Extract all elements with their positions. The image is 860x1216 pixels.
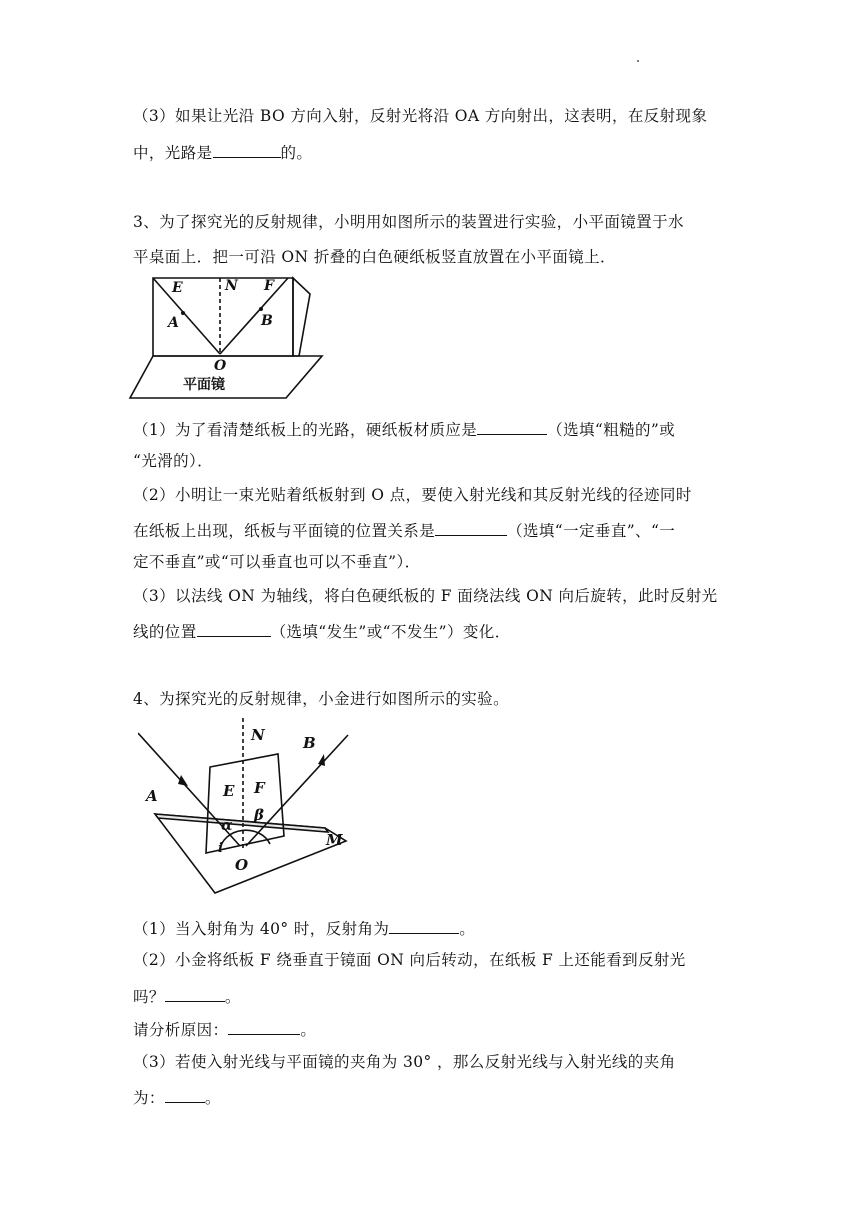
q3-part3-text-b: 线的位置 (133, 623, 197, 641)
q4-part2-line2 (133, 985, 241, 1007)
label-m: M (326, 831, 343, 849)
q3-stem-line1: 3、为了探究光的反射规律，小明用如图所示的装置进行实验，小平面镜置于水 (133, 213, 684, 231)
mirror-top-edge (155, 814, 328, 832)
q3-part3-text-c: （选填“发生”或“不发生”）变化． (270, 623, 511, 641)
q2-part3-text-a: 中，光路是 (133, 144, 213, 162)
point-a-dot (181, 311, 185, 315)
q3-stem-line2: 平桌面上．把一可沿 ON 折叠的白色硬纸板竖直放置在小平面镜上． (133, 248, 616, 266)
answer-blank[interactable] (197, 620, 271, 637)
q3-part3-line2 (133, 620, 511, 642)
cardboard-ef (206, 754, 284, 853)
q4-part2-text-b: 吗？ (133, 988, 165, 1006)
answer-blank[interactable] (165, 985, 225, 1002)
label-i: i (218, 841, 223, 856)
q3-part3-line1: （3）以法线 ON 为轴线，将白色硬纸板的 F 面绕法线 ON 向后旋转，此时反射光 (133, 587, 718, 605)
label-b: B (261, 313, 273, 329)
answer-blank[interactable] (228, 1018, 300, 1035)
q3-part2-line3: 定不垂直”或“可以垂直也可以不垂直”）． (133, 553, 421, 571)
label-n: N (225, 278, 238, 294)
q4-part3-text-c: 。 (204, 1089, 221, 1107)
q4-part2-line1: （2）小金将纸板 F 绕垂直于镜面 ON 向后转动，在纸板 F 上还能看到反射光 (133, 951, 686, 969)
label-alpha: α (221, 816, 233, 834)
q3-part2-line2 (133, 519, 675, 541)
q2-part3-line1: （3）如果让光沿 BO 方向入射，反射光将沿 OA 方向射出，这表明，在反射现象 (133, 107, 708, 125)
q4-part3-text-b: 为： (133, 1089, 165, 1107)
q2-part3-line2 (133, 141, 312, 163)
q4-part2-text-c: 。 (224, 988, 241, 1006)
answer-blank[interactable] (165, 1086, 205, 1103)
answer-blank[interactable] (435, 519, 507, 536)
q3-part1-text-a: （1）为了看清楚纸板上的光路，硬纸板材质应是 (133, 421, 478, 439)
label-n: N (251, 726, 265, 744)
q4-part2-line3 (133, 1018, 316, 1040)
q4-figure-reflection-experiment (138, 718, 358, 900)
label-e: E (223, 782, 235, 800)
label-a: A (168, 315, 179, 331)
q4-part3-line1: （3）若使入射光线与平面镜的夹角为 30° ，那么反射光线与入射光线的夹角 (133, 1053, 676, 1071)
q2-part3-text-b: 的。 (280, 144, 313, 162)
q4-part1-line (133, 917, 475, 939)
label-e: E (172, 280, 183, 296)
mirror-label: 平面镜 (183, 377, 225, 393)
q3-part2-text-b: 在纸板上出现，纸板与平面镜的位置关系是 (133, 522, 436, 540)
cardboard-right-fold (293, 278, 310, 356)
q4-part1-text-a: （1）当入射角为 40° 时，反射角为 (133, 920, 390, 938)
label-beta: β (254, 806, 264, 824)
q3-part2-text-c: （选填“一定垂直”、“一 (507, 522, 676, 540)
q3-part1-line2: “光滑的）． (133, 452, 214, 470)
q4-part1-text-b: 。 (459, 920, 476, 938)
label-b: B (303, 734, 316, 752)
q4-stem: 4、为探究光的反射规律，小金进行如图所示的实验。 (133, 690, 509, 708)
answer-blank[interactable] (477, 418, 547, 435)
q4-part3-line2 (133, 1086, 221, 1108)
incident-ray-line (153, 278, 220, 354)
point-b-dot (259, 307, 263, 311)
answer-blank[interactable] (213, 141, 281, 158)
q4-part2-text-e: 。 (300, 1021, 317, 1039)
q4-part2-text-d: 请分析原因： (133, 1021, 229, 1039)
label-f: F (264, 278, 274, 294)
label-o: O (235, 856, 249, 874)
answer-blank[interactable] (389, 917, 459, 934)
label-a: A (146, 787, 158, 805)
q3-part2-line1: （2）小明让一束光贴着纸板射到 O 点，要使入射光线和其反射光线的径迹同时 (133, 486, 692, 504)
label-f: F (254, 779, 265, 797)
arrow-on-ao (178, 775, 188, 786)
q3-figure-mirror-apparatus (128, 270, 328, 406)
q3-part1-line1 (133, 418, 675, 440)
label-o: O (214, 358, 227, 374)
q3-part1-text-b: （选填“粗糙的”或 (547, 421, 676, 439)
page-dot (637, 60, 639, 62)
arrow-on-ob (318, 754, 325, 766)
